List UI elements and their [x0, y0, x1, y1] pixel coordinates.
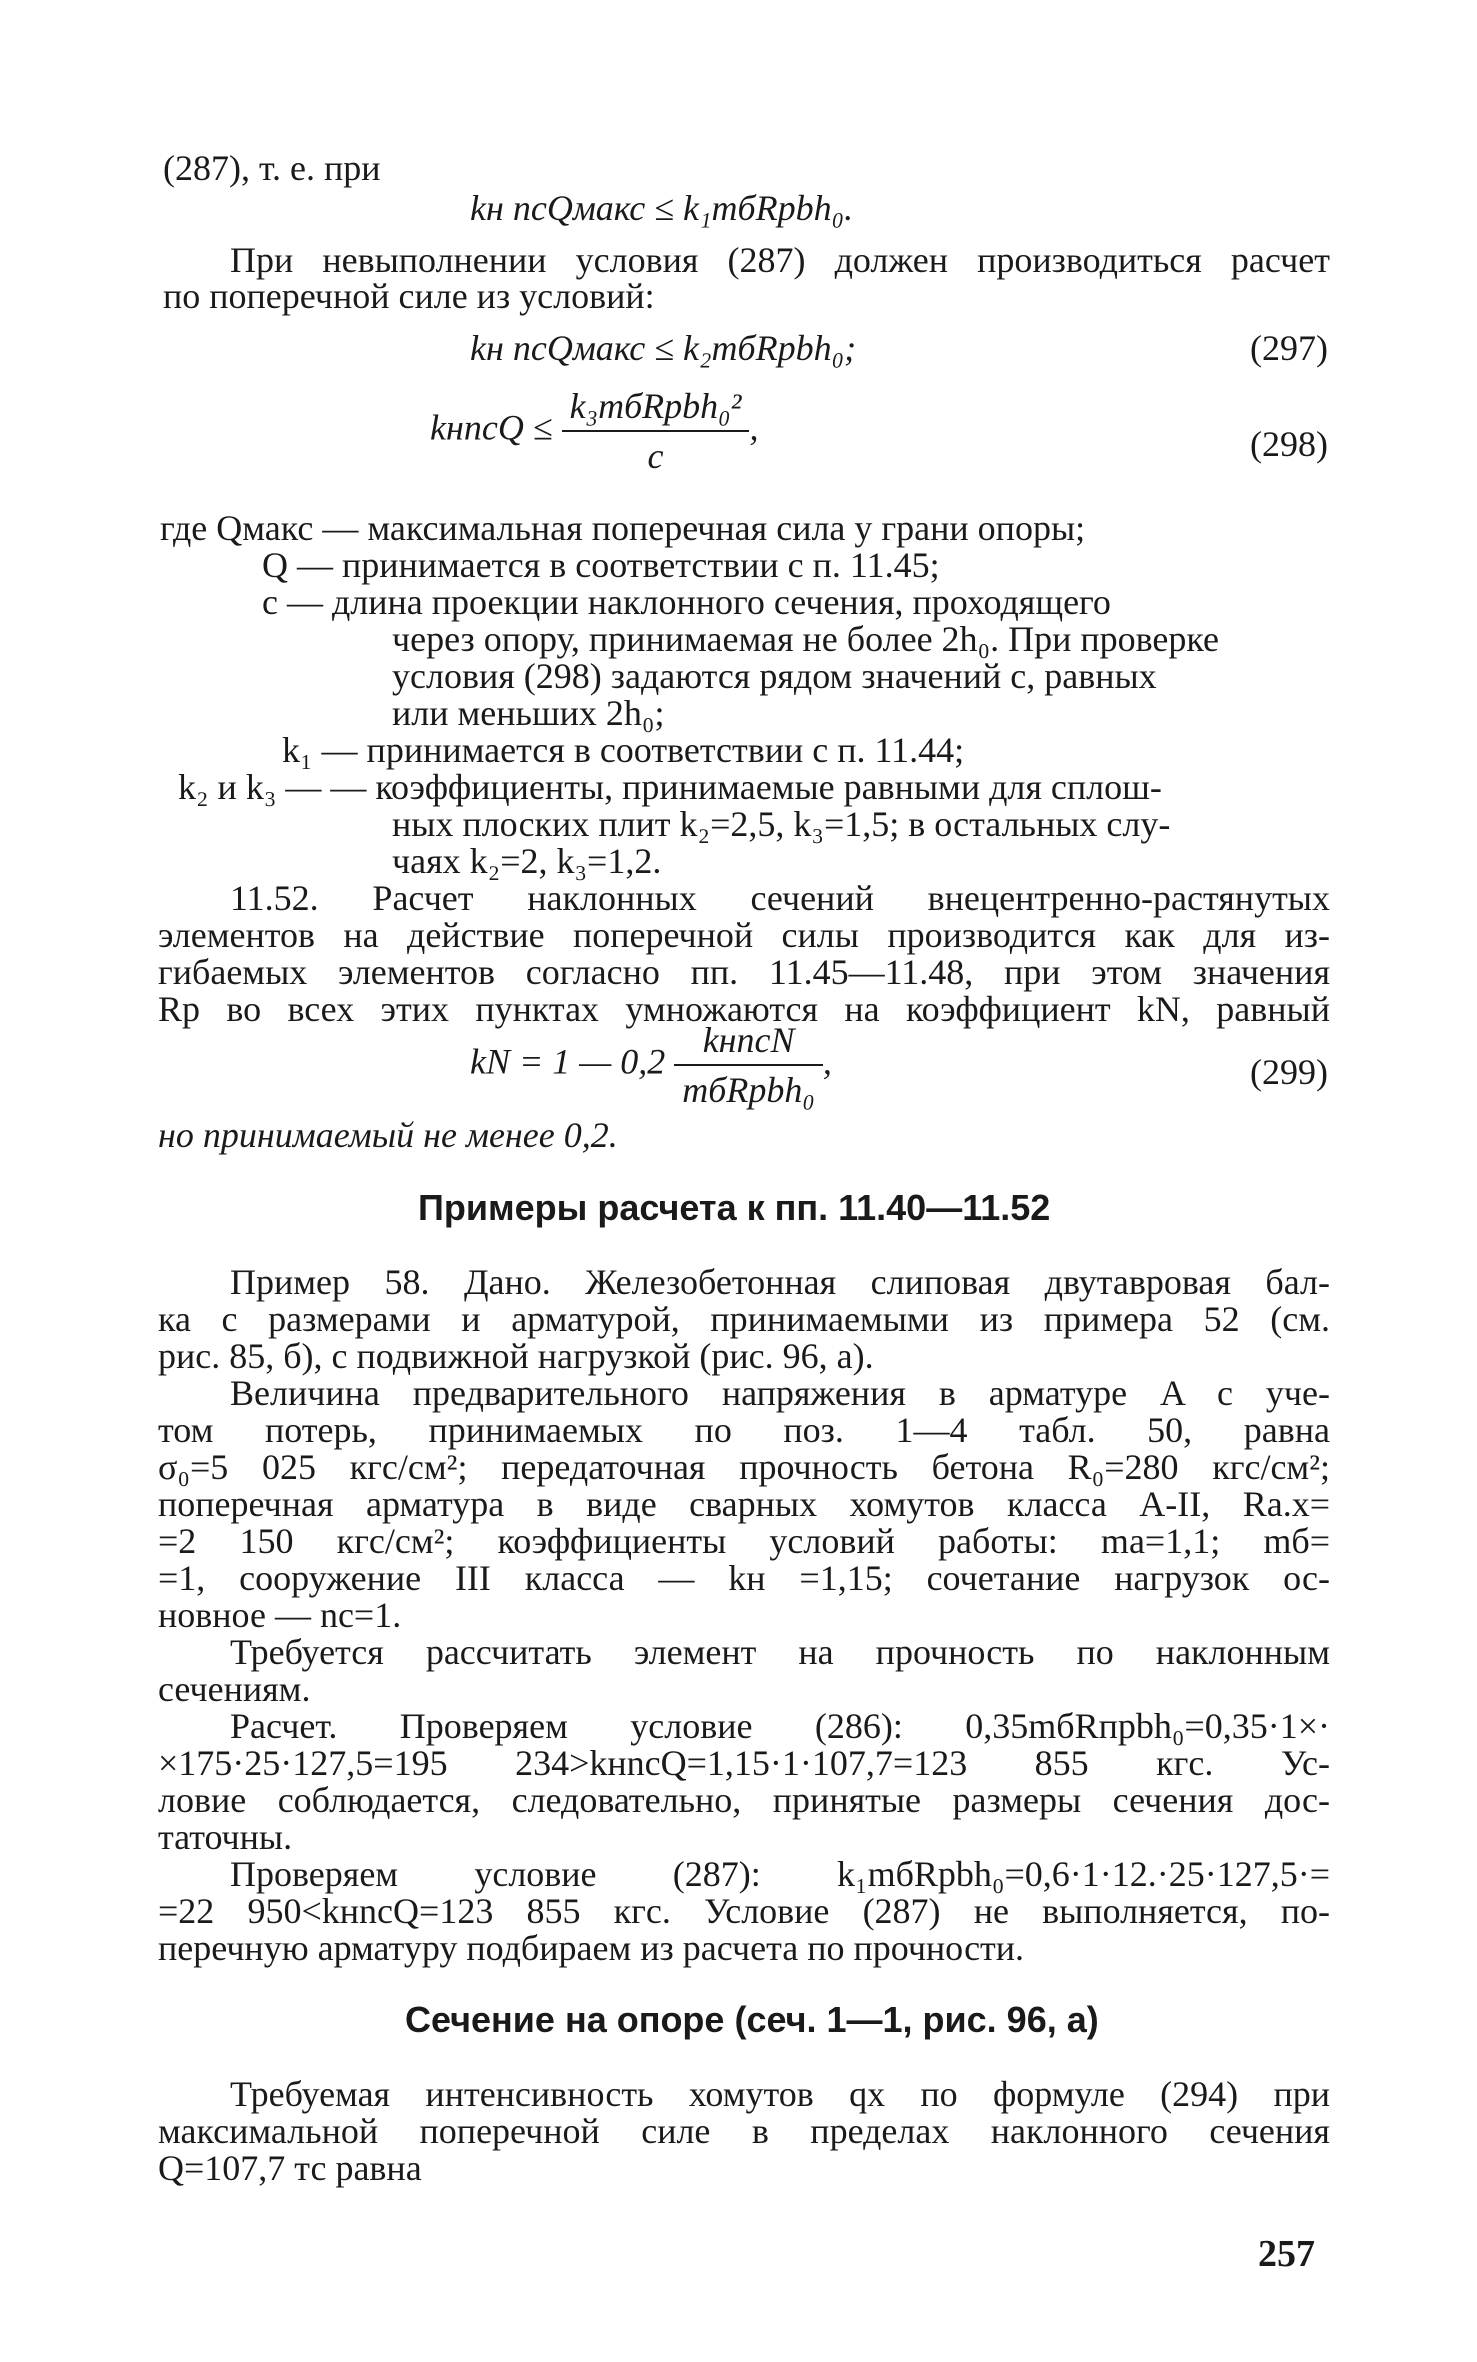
text-line: Q=107,7 тс равна [158, 2148, 422, 2188]
text-line: том потерь, принимаемых по поз. 1—4 табл. 50, равна [158, 1410, 1330, 1450]
formula-298 [430, 386, 758, 476]
definition-line: Q — принимается в соответствии с п. 11.45; [262, 545, 940, 585]
fraction-numerator: k₃mбRpbh₀² [562, 386, 750, 432]
fraction [674, 1020, 823, 1110]
text-line: Расчет. Проверяем условие (286): 0,35mбRпрbh₀=0,35·1×· [230, 1706, 1330, 1746]
formula-tail: , [749, 407, 759, 448]
text-line: =2 150 кгс/см²; коэффициенты условий работы: mа=1,1; mб= [158, 1521, 1330, 1561]
text-line: =22 950<kнnсQ=123 855 кгс. Условие (287) не выполняется, по- [158, 1891, 1330, 1931]
text-line: =1, сооружение III класса — kн =1,15; сочетание нагрузок ос- [158, 1558, 1330, 1598]
text-line: Величина предварительного напряжения в арматуре A с уче- [230, 1373, 1330, 1413]
definition-line: через опору, принимаемая не более 2h₀. При проверке [392, 619, 1219, 659]
text-line: Требуемая интенсивность хомутов qх по формуле (294) при [230, 2074, 1330, 2114]
text-line: Пример 58. Дано. Железобетонная слиповая двутавровая бал- [230, 1262, 1330, 1302]
fraction-denominator: mбRpbh₀ [682, 1070, 815, 1110]
definition-line: ных плоских плит k₂=2,5, k₃=1,5; в остальных слу- [392, 804, 1171, 844]
text-line: ка с размерами и арматурой, принимаемыми из примера 52 (см. [158, 1299, 1330, 1339]
fraction [562, 386, 750, 476]
text-line: Rр во всех этих пунктах умножаются на коэффициент kN, равный [158, 989, 1330, 1029]
formula-left: kнnсQ ≤ [430, 407, 553, 448]
text-line: но принимаемый не менее 0,2. [158, 1115, 618, 1155]
text-line: по поперечной силе из условий: [163, 276, 655, 316]
formula-left: kN = 1 — 0,2 [470, 1041, 666, 1082]
definition-line: k₂ и k₃ — — коэффициенты, принимаемые равными для сплош- [178, 767, 1162, 807]
fraction-denominator: c [647, 436, 664, 476]
equation-number: (298) [1250, 424, 1328, 464]
section-heading: Сечение на опоре (сеч. 1—1, рис. 96, а) [405, 1999, 1099, 2040]
text-line: При невыполнении условия (287) должен производиться расчет [230, 240, 1330, 280]
text-line: сечениям. [158, 1669, 311, 1709]
text-line: элементов на действие поперечной силы производится как для из- [158, 915, 1330, 955]
formula-287: kн nсQмакс ≤ k₁mбRpbh₀. [470, 188, 854, 228]
definition-line: условия (298) задаются рядом значений c, равных [392, 656, 1157, 696]
text-line: ×175·25·127,5=195 234>kнnсQ=1,15·1·107,7=123 855 кгс. Ус- [158, 1743, 1330, 1783]
page-number: 257 [1258, 2233, 1315, 2275]
definition-line: чаях k₂=2, k₃=1,2. [392, 841, 662, 881]
text-line: ловие соблюдается, следовательно, принятые размеры сечения дос- [158, 1780, 1330, 1820]
fraction-numerator: kнnсN [674, 1020, 823, 1066]
formula-299 [470, 1020, 832, 1110]
text-line: поперечная арматура в виде сварных хомутов класса А-II, Rа.х= [158, 1484, 1330, 1524]
equation-number: (297) [1250, 328, 1328, 368]
text-line: новное — nс=1. [158, 1595, 402, 1635]
text-line: (287), т. е. при [163, 148, 381, 188]
definition-line: где Qмакс — максимальная поперечная сила у грани опоры; [160, 508, 1086, 548]
text-line: перечную арматуру подбираем из расчета по прочности. [158, 1928, 1025, 1968]
definition-line: c — длина проекции наклонного сечения, проходящего [262, 582, 1111, 622]
text-line: максимальной поперечной силе в пределах наклонного сечения [158, 2111, 1330, 2151]
formula-297: kн nсQмакс ≤ k₂mбRpbh₀; [470, 328, 857, 368]
text-line: 11.52. Расчет наклонных сечений внецентренно-растянутых [230, 878, 1330, 918]
text-line: Требуется рассчитать элемент на прочность по наклонным [230, 1632, 1330, 1672]
formula-tail: , [822, 1041, 832, 1082]
equation-number: (299) [1250, 1052, 1328, 1092]
text-line: σ₀=5 025 кгс/см²; передаточная прочность бетона R₀=280 кгс/см²; [158, 1447, 1330, 1487]
definition-line: k₁ — принимается в соответствии с п. 11.44; [282, 730, 965, 770]
section-heading: Примеры расчета к пп. 11.40—11.52 [418, 1187, 1051, 1228]
text-line: рис. 85, б), с подвижной нагрузкой (рис. 96, а). [158, 1336, 874, 1376]
text-line: гибаемых элементов согласно пп. 11.45—11.48, при этом значения [158, 952, 1330, 992]
text-line: таточны. [158, 1817, 293, 1857]
text-line: Проверяем условие (287): k₁mбRpbh₀=0,6·1·12.·25·127,5·= [230, 1854, 1330, 1894]
definition-line: или меньших 2h₀; [392, 693, 665, 733]
